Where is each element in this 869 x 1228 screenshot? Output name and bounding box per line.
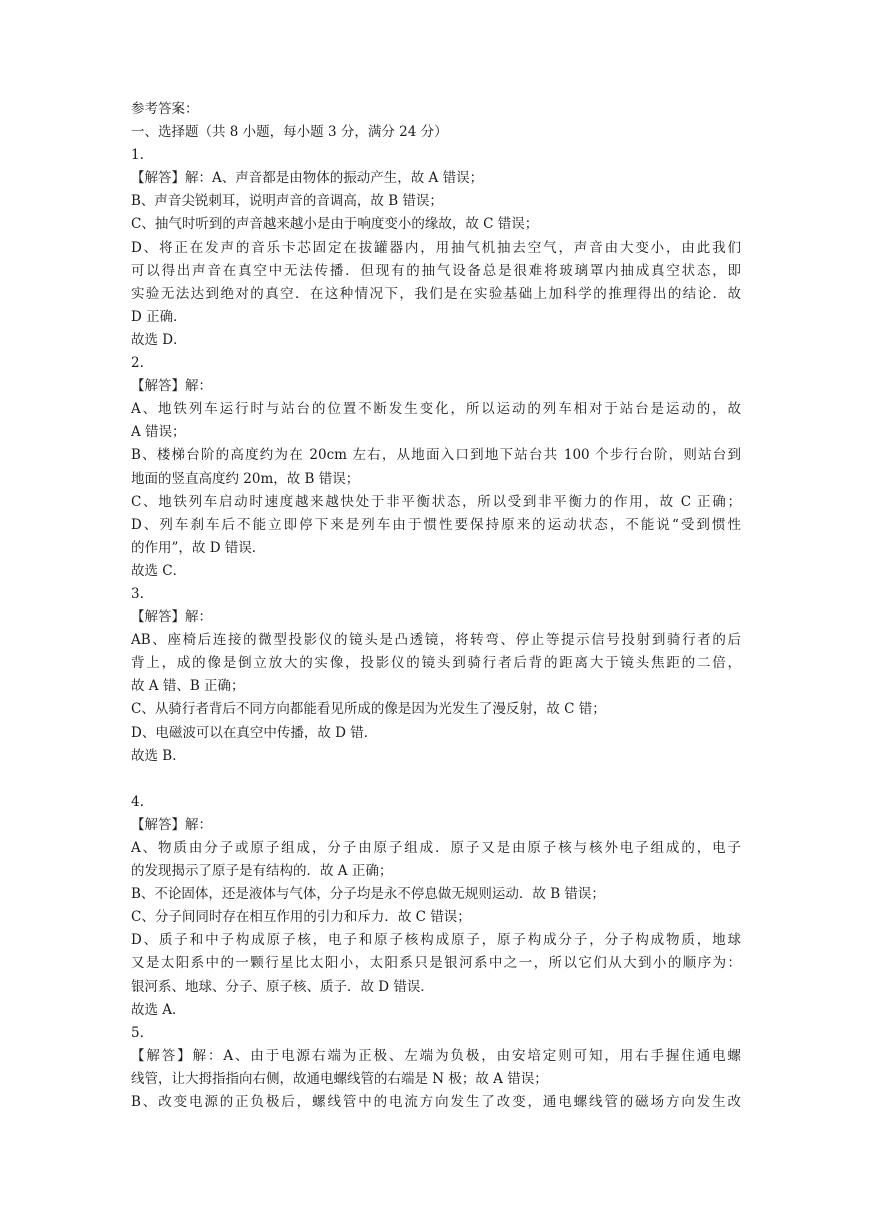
- answer-line: B、声音尖锐刺耳，说明声音的音调高，故 B 错误；: [131, 193, 443, 210]
- answer-line: 的作用”，故 D 错误．: [131, 539, 266, 556]
- answer-line: 【解答】解：: [131, 378, 212, 395]
- answer-line: 【解答】解：: [131, 609, 212, 626]
- answer-line: 故 A 错、B 正确；: [131, 678, 245, 695]
- answer-line: 故选 D．: [131, 331, 187, 348]
- answer-line: 实验无法达到绝对的真空．在这种情况下，我们是在实验基础上加科学的推理得出的结论．故: [131, 285, 741, 302]
- answer-line: C、分子间同时存在相互作用的引力和斥力．故 C 错误；: [131, 909, 471, 926]
- question-number: 4.: [131, 793, 144, 810]
- answer-line: 线管，让大拇指指向右侧，故通电螺线管的右端是 N 极；故 A 错误；: [131, 1070, 548, 1087]
- answer-line: B、不论固体，还是液体与气体，分子均是永不停息做无规则运动．故 B 错误；: [131, 886, 605, 903]
- answer-line: D、质子和中子构成原子核，电子和原子核构成原子，原子构成分子，分子构成物质，地球: [131, 932, 741, 949]
- answer-line: D、电磁波可以在真空中传播，故 D 错．: [131, 724, 378, 741]
- answer-line: B、楼梯台阶的高度约为在 20cm 左右，从地面入口到地下站台共 100 个步行台阶，则站台到: [131, 447, 741, 464]
- answer-line: 【解答】解：: [131, 816, 212, 833]
- heading: 参考答案：: [131, 101, 199, 117]
- answer-line: 【解答】解：A、声音都是由物体的振动产生，故 A 错误；: [131, 170, 484, 187]
- section-title: 一、选择题（共 8 小题，每小题 3 分，满分 24 分）: [131, 124, 448, 141]
- answer-line: 的发现揭示了原子是有结构的．故 A 正确；: [131, 863, 393, 880]
- answer-line: D 正确．: [131, 308, 187, 325]
- answer-line: 可以得出声音在真空中无法传播．但现有的抽气设备总是很难将玻璃罩内抽成真空状态，即: [131, 262, 741, 279]
- answer-line: 又是太阳系中的一颗行星比太阳小，太阳系只是银河系中之一，所以它们从大到小的顺序为：: [131, 955, 741, 972]
- answer-line: 地面的竖直高度约 20m，故 B 错误；: [131, 470, 360, 487]
- answer-line: A、物质由分子或原子组成，分子由原子组成．原子又是由原子核与核外电子组成的，电子: [131, 840, 741, 856]
- answer-line: AB、座椅后连接的微型投影仪的镜头是凸透镜，将转弯、停止等提示信号投射到骑行者的后: [131, 632, 741, 649]
- answer-line: 【解答】解：A、由于电源右端为正极、左端为负极，由安培定则可知，用右手握住通电螺: [131, 1047, 741, 1064]
- question-number: 1.: [131, 147, 144, 164]
- answer-line: 故选 C．: [131, 562, 187, 579]
- blank-line: [131, 768, 741, 791]
- answer-line: A 错误；: [131, 424, 186, 441]
- answer-line: D、列车刹车后不能立即停下来是列车由于惯性要保持原来的运动状态，不能说“受到惯性: [131, 516, 741, 533]
- answer-line: B、改变电源的正负极后，螺线管中的电流方向发生了改变，通电螺线管的磁场方向发生改: [131, 1094, 741, 1111]
- question-number: 2.: [131, 355, 144, 372]
- answer-line: 故选 A．: [131, 1001, 186, 1018]
- answer-line: C、从骑行者背后不同方向都能看见所成的像是因为光发生了漫反射，故 C 错；: [131, 701, 606, 718]
- answer-line: 背上，成的像是倒立放大的实像，投影仪的镜头到骑行者后背的距离大于镜头焦距的二倍，: [131, 655, 741, 672]
- answer-line: A、地铁列车运行时与站台的位置不断发生变化，所以运动的列车相对于站台是运动的，故: [131, 401, 741, 418]
- answer-line: D、将正在发声的音乐卡芯固定在拔罐器内，用抽气机抽去空气，声音由大变小，由此我们: [131, 239, 741, 256]
- question-number: 3.: [131, 585, 144, 602]
- answer-line: C、地铁列车启动时速度越来越快处于非平衡状态，所以受到非平衡力的作用，故 C 正确；: [131, 493, 741, 510]
- answer-line: 故选 B．: [131, 747, 186, 764]
- question-number: 5.: [131, 1024, 144, 1041]
- answer-line: C、抽气时听到的声音越来越小是由于响度变小的缘故，故 C 错误；: [131, 216, 539, 233]
- answer-document: [131, 98, 741, 1114]
- answer-line: 银河系、地球、分子、原子核、质子．故 D 错误．: [131, 978, 434, 995]
